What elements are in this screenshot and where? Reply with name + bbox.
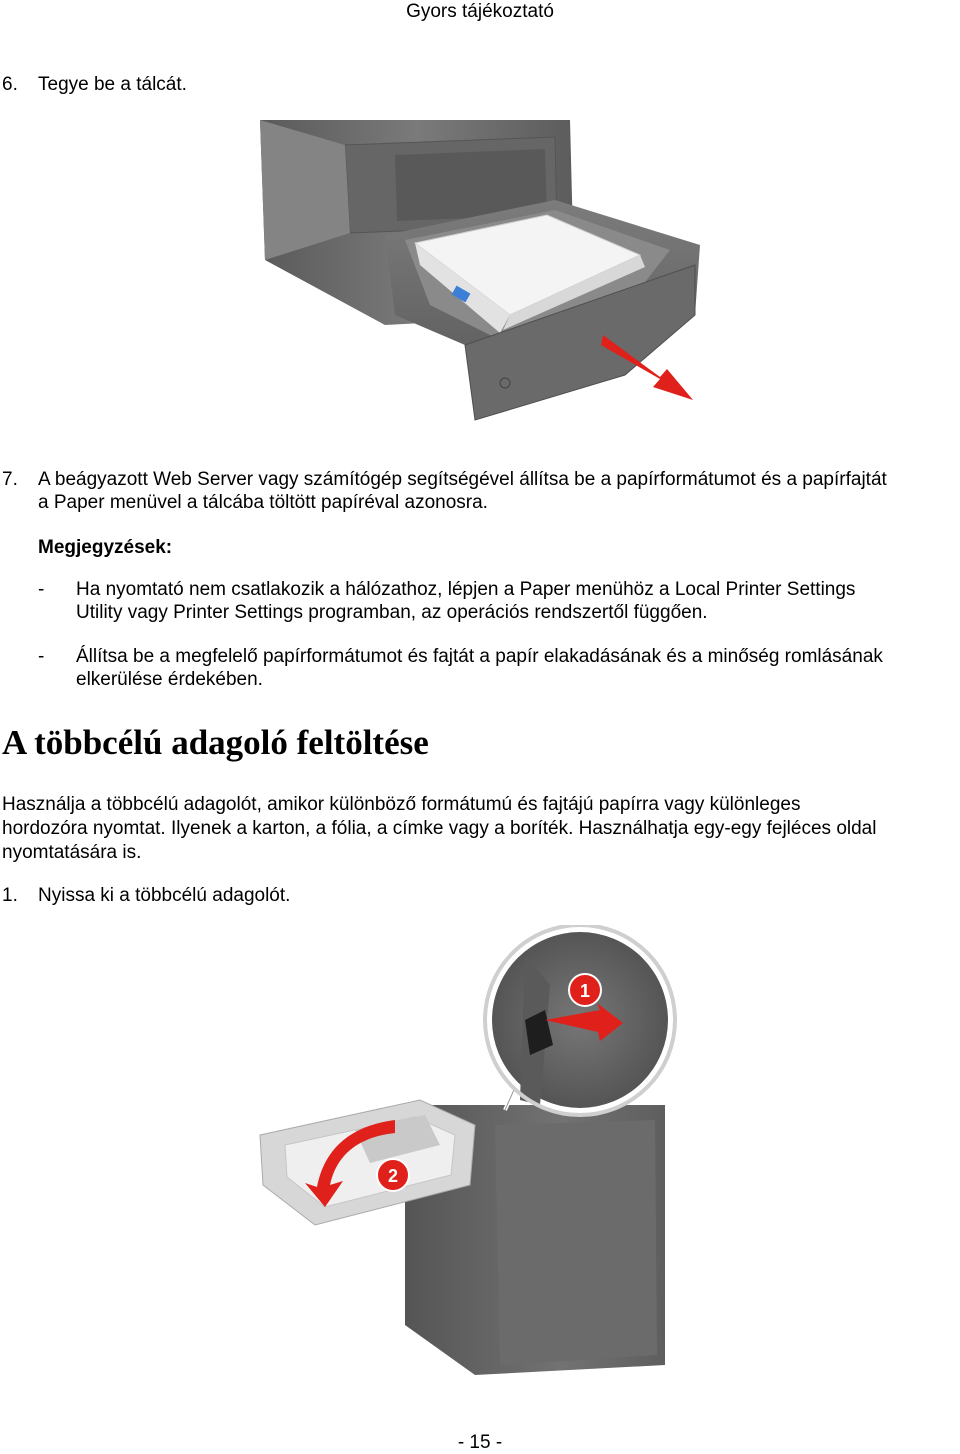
paper-tray-illustration	[255, 115, 715, 445]
step-text: Nyissa ki a többcélú adagolót.	[38, 885, 291, 906]
callout-2: 2	[387, 1166, 399, 1186]
step-1	[0, 884, 960, 908]
note-dash: -	[38, 579, 45, 600]
step-text-line-2: a Paper menüvel a tálcába töltött papíréval azonosra.	[38, 492, 488, 513]
step-number: 6.	[2, 74, 18, 95]
note-line-2: elkerülése érdekében.	[76, 669, 263, 690]
notes-title: Megjegyzések:	[38, 537, 173, 558]
step-text-line-1: A beágyazott Web Server vagy számítógép segítségével állítsa be a papírformátumot és a papírfajtát	[38, 469, 887, 490]
note-line-2: Utility vagy Printer Settings programban, az operációs rendszertől függően.	[76, 602, 708, 623]
section-intro-line-1: Használja a többcélú adagolót, amikor különböző formátumú és fajtájú papírra vagy különleges	[2, 794, 801, 815]
note-line-1: Ha nyomtató nem csatlakozik a hálózathoz, lépjen a Paper menühöz a Local Printer Settings	[76, 579, 856, 600]
note-dash: -	[38, 646, 45, 667]
step-6	[0, 73, 960, 97]
section-title: A többcélú adagoló feltöltése	[2, 723, 429, 762]
step-7	[0, 468, 960, 516]
note-item-2	[0, 646, 960, 694]
step-number: 1.	[2, 885, 18, 906]
section-intro-line-2: hordozóra nyomtat. Ilyenek a karton, a fólia, a címke vagy a boríték. Használhatja egy-egy fejléces oldal	[2, 818, 877, 839]
callout-1: 1	[579, 981, 591, 1001]
step-text: Tegye be a tálcát.	[38, 74, 187, 95]
mp-feeder-illustration	[255, 925, 695, 1395]
page-header: Gyors tájékoztató	[406, 1, 554, 22]
section-intro-line-3: nyomtatására is.	[2, 842, 142, 863]
step-number: 7.	[2, 469, 18, 490]
page-number: - 15 -	[457, 1432, 503, 1453]
note-line-1: Állítsa be a megfelelő papírformátumot és fajtát a papír elakadásának és a minőség romlásának	[76, 646, 883, 667]
note-item-1	[0, 579, 960, 627]
